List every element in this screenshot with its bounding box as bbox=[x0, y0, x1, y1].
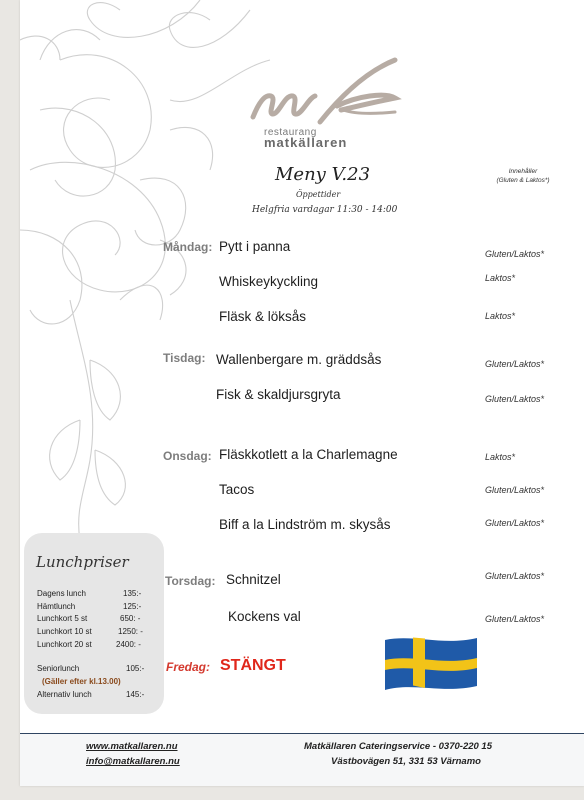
price-value: 125:- bbox=[123, 602, 142, 611]
price-label: Alternativ lunch bbox=[37, 690, 92, 699]
allergen-monday-2: Laktos* bbox=[485, 273, 516, 283]
friday-closed: STÄNGT bbox=[220, 657, 286, 674]
dish-monday-2: Whiskeykyckling bbox=[219, 274, 319, 289]
price-label: Dagens lunch bbox=[37, 589, 86, 598]
day-thursday: Torsdag: bbox=[165, 574, 216, 588]
company-phone: Matkällaren Cateringservice - 0370-220 15 bbox=[304, 741, 492, 752]
dish-wednesday-3: Biff a la Lindström m. skysås bbox=[219, 517, 391, 532]
day-monday: Måndag: bbox=[163, 240, 213, 254]
price-value: 1250: - bbox=[118, 627, 143, 636]
opening-hours-label: Öppettider bbox=[296, 190, 341, 199]
price-label: Lunchkort 10 st bbox=[37, 627, 92, 636]
allergen-tuesday-1: Gluten/Laktos* bbox=[485, 359, 545, 369]
email-link[interactable]: info@matkallaren.nu bbox=[86, 756, 180, 767]
allergen-legend-label: Innehåller bbox=[508, 168, 538, 175]
logo-line-2: matkällaren bbox=[264, 135, 348, 150]
allergen-monday-1: Gluten/Laktos* bbox=[485, 249, 545, 259]
dish-monday-3: Fläsk & löksås bbox=[219, 309, 307, 324]
price-value: 2400: - bbox=[116, 640, 141, 649]
dish-thursday-2: Kockens val bbox=[228, 609, 301, 624]
day-tuesday: Tisdag: bbox=[163, 351, 206, 365]
senior-note: (Gäller efter kl.13.00) bbox=[42, 677, 121, 686]
opening-hours: Helgfria vardagar 11:30 - 14:00 bbox=[252, 205, 398, 215]
price-label: Seniorlunch bbox=[37, 664, 80, 673]
menu-page bbox=[20, 0, 584, 786]
dish-wednesday-1: Fläskkotlett a la Charlemagne bbox=[219, 447, 398, 462]
price-value: 105:- bbox=[126, 664, 145, 673]
dish-wednesday-2: Tacos bbox=[219, 482, 255, 497]
price-box-title: Lunchpriser bbox=[36, 553, 129, 571]
price-value: 650: - bbox=[120, 614, 141, 623]
dish-tuesday-1: Wallenbergare m. gräddsås bbox=[216, 352, 382, 367]
allergen-tuesday-2: Gluten/Laktos* bbox=[485, 394, 545, 404]
website-link[interactable]: www.matkallaren.nu bbox=[86, 741, 178, 752]
logo-line-1: restaurang bbox=[264, 127, 317, 138]
allergen-thursday-2: Gluten/Laktos* bbox=[485, 614, 545, 624]
day-wednesday: Onsdag: bbox=[163, 449, 212, 463]
allergen-legend-note: (Gluten & Laktos*) bbox=[496, 177, 550, 184]
price-value: 145:- bbox=[126, 690, 145, 699]
menu-title: Meny V.23 bbox=[275, 164, 371, 185]
allergen-monday-3: Laktos* bbox=[485, 311, 516, 321]
allergen-wednesday-3: Gluten/Laktos* bbox=[485, 518, 545, 528]
swedish-flag-icon bbox=[383, 634, 479, 694]
price-label: Hämtlunch bbox=[37, 602, 76, 611]
price-value: 135:- bbox=[123, 589, 142, 598]
dish-monday-1: Pytt i panna bbox=[219, 239, 291, 254]
company-address: Västbovägen 51, 331 53 Värnamo bbox=[331, 756, 481, 767]
allergen-thursday-1: Gluten/Laktos* bbox=[485, 571, 545, 581]
price-label: Lunchkort 20 st bbox=[37, 640, 92, 649]
allergen-legend bbox=[486, 167, 560, 185]
allergen-wednesday-2: Gluten/Laktos* bbox=[485, 485, 545, 495]
price-label: Lunchkort 5 st bbox=[37, 614, 88, 623]
dish-thursday-1: Schnitzel bbox=[226, 572, 281, 587]
day-friday: Fredag: bbox=[166, 660, 211, 674]
dish-tuesday-2: Fisk & skaldjursgryta bbox=[216, 387, 341, 402]
allergen-wednesday-1: Laktos* bbox=[485, 452, 516, 462]
